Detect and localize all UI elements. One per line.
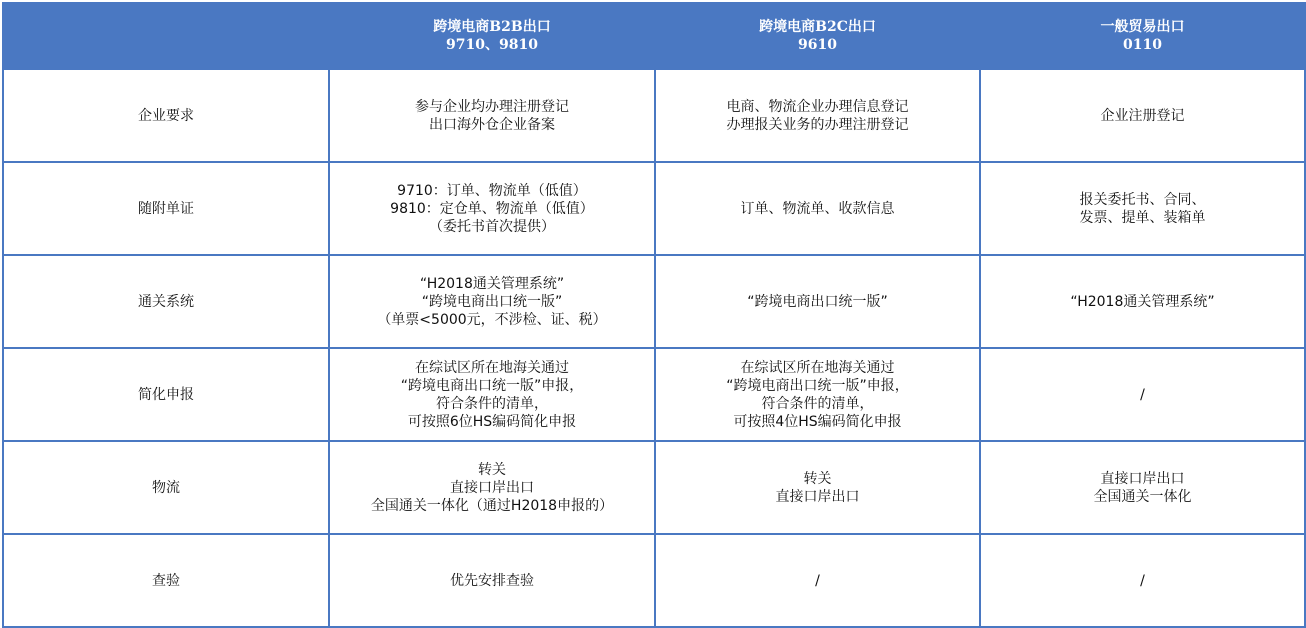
row-label: 简化申报 [3, 348, 329, 441]
cell-text-line: 可按照6位HS编码简化申报 [407, 413, 577, 430]
cell-general-trade [980, 255, 1305, 348]
cell-b2c [655, 441, 980, 534]
cell-text-line: 直接口岸出口 [450, 479, 534, 496]
cell-text-line: 发票、提单、装箱单 [1079, 209, 1206, 226]
cell-b2b [329, 69, 655, 162]
cell-text-line: 全国通关一体化（通过H2018申报的） [370, 497, 614, 514]
cell-text-line: 订单、物流单、收款信息 [740, 200, 895, 217]
cell-text-line: “H2018通关管理系统” [1070, 293, 1215, 310]
table-row-attached-documents [3, 162, 1305, 255]
cell-text-line: “跨境电商出口统一版” [421, 293, 563, 310]
cell-b2b [329, 348, 655, 441]
cell-b2c [655, 162, 980, 255]
header-code: 9710、9810 [446, 37, 538, 53]
comparison-table [2, 2, 1306, 628]
header-title: 跨境电商B2C出口 [759, 19, 876, 35]
row-label: 查验 [3, 534, 329, 627]
table-row-logistics [3, 441, 1305, 534]
cell-b2b [329, 534, 655, 627]
cell-text-line: 9710：订单、物流单（低值） [397, 182, 587, 199]
cell-text-line: 电商、物流企业办理信息登记 [726, 98, 909, 115]
cell-text-line: 在综试区所在地海关通过 [740, 359, 895, 376]
cell-b2c [655, 348, 980, 441]
cell-text-line: “H2018通关管理系统” [419, 275, 565, 292]
table-row-simplified-declaration [3, 348, 1305, 441]
cell-text-line: “跨境电商出口统一版” [747, 293, 888, 310]
cell-text-line: 直接口岸出口 [1100, 470, 1185, 487]
header-code: 0110 [1123, 37, 1162, 53]
cell-text-line: 参与企业均办理注册登记 [415, 98, 569, 115]
cell-text-line: / [815, 572, 820, 589]
cell-text-line: 符合条件的清单， [436, 395, 548, 412]
table-body [3, 69, 1305, 627]
cell-b2c [655, 255, 980, 348]
row-label: 随附单证 [3, 162, 329, 255]
cell-text-line: / [1140, 572, 1145, 589]
cell-general-trade [980, 162, 1305, 255]
cell-b2c [655, 534, 980, 627]
cell-b2b [329, 255, 655, 348]
table-row-inspection [3, 534, 1305, 627]
cell-text-line: 在综试区所在地海关通过 [415, 359, 569, 376]
header-title: 跨境电商B2B出口 [433, 19, 551, 35]
header-title: 一般贸易出口 [1100, 19, 1185, 35]
table-row-customs-system [3, 255, 1305, 348]
cell-general-trade [980, 441, 1305, 534]
cell-b2b [329, 162, 655, 255]
cell-text-line: 全国通关一体化 [1093, 488, 1192, 505]
cell-text-line: （单票<5000元，不涉检、证、税） [377, 311, 607, 328]
cell-text-line: 直接口岸出口 [775, 488, 860, 505]
cell-text-line: 办理报关业务的办理注册登记 [726, 116, 909, 133]
cell-general-trade [980, 348, 1305, 441]
table-header [3, 3, 1305, 69]
cell-b2b [329, 441, 655, 534]
header-row [3, 3, 1305, 69]
row-label: 物流 [3, 441, 329, 534]
cell-text-line: 转关 [478, 461, 506, 478]
table-row-enterprise-requirements [3, 69, 1305, 162]
row-label: 通关系统 [3, 255, 329, 348]
cell-text-line: 转关 [803, 470, 832, 487]
header-general-trade-export [980, 3, 1305, 69]
cell-text-line: （委托书首次提供） [429, 218, 555, 235]
cell-b2c [655, 69, 980, 162]
cell-text-line: 企业注册登记 [1100, 107, 1185, 124]
header-b2c-export [655, 3, 980, 69]
cell-text-line: 出口海外仓企业备案 [429, 116, 555, 133]
cell-text-line: 优先安排查验 [450, 572, 534, 589]
cell-text-line: 报关委托书、合同、 [1079, 191, 1206, 208]
header-code: 9610 [798, 37, 837, 53]
row-label: 企业要求 [3, 69, 329, 162]
cell-text-line: “跨境电商出口统一版”申报， [726, 377, 909, 394]
cell-general-trade [980, 69, 1305, 162]
header-b2b-export [329, 3, 655, 69]
cell-text-line: 可按照4位HS编码简化申报 [733, 413, 902, 430]
cell-text-line: / [1140, 386, 1145, 403]
cell-text-line: 9810：定仓单、物流单（低值） [390, 200, 594, 217]
cell-text-line: 符合条件的清单， [761, 395, 874, 412]
header-corner-cell [3, 3, 329, 69]
cell-general-trade [980, 534, 1305, 627]
cell-text-line: “跨境电商出口统一版”申报， [400, 377, 584, 394]
